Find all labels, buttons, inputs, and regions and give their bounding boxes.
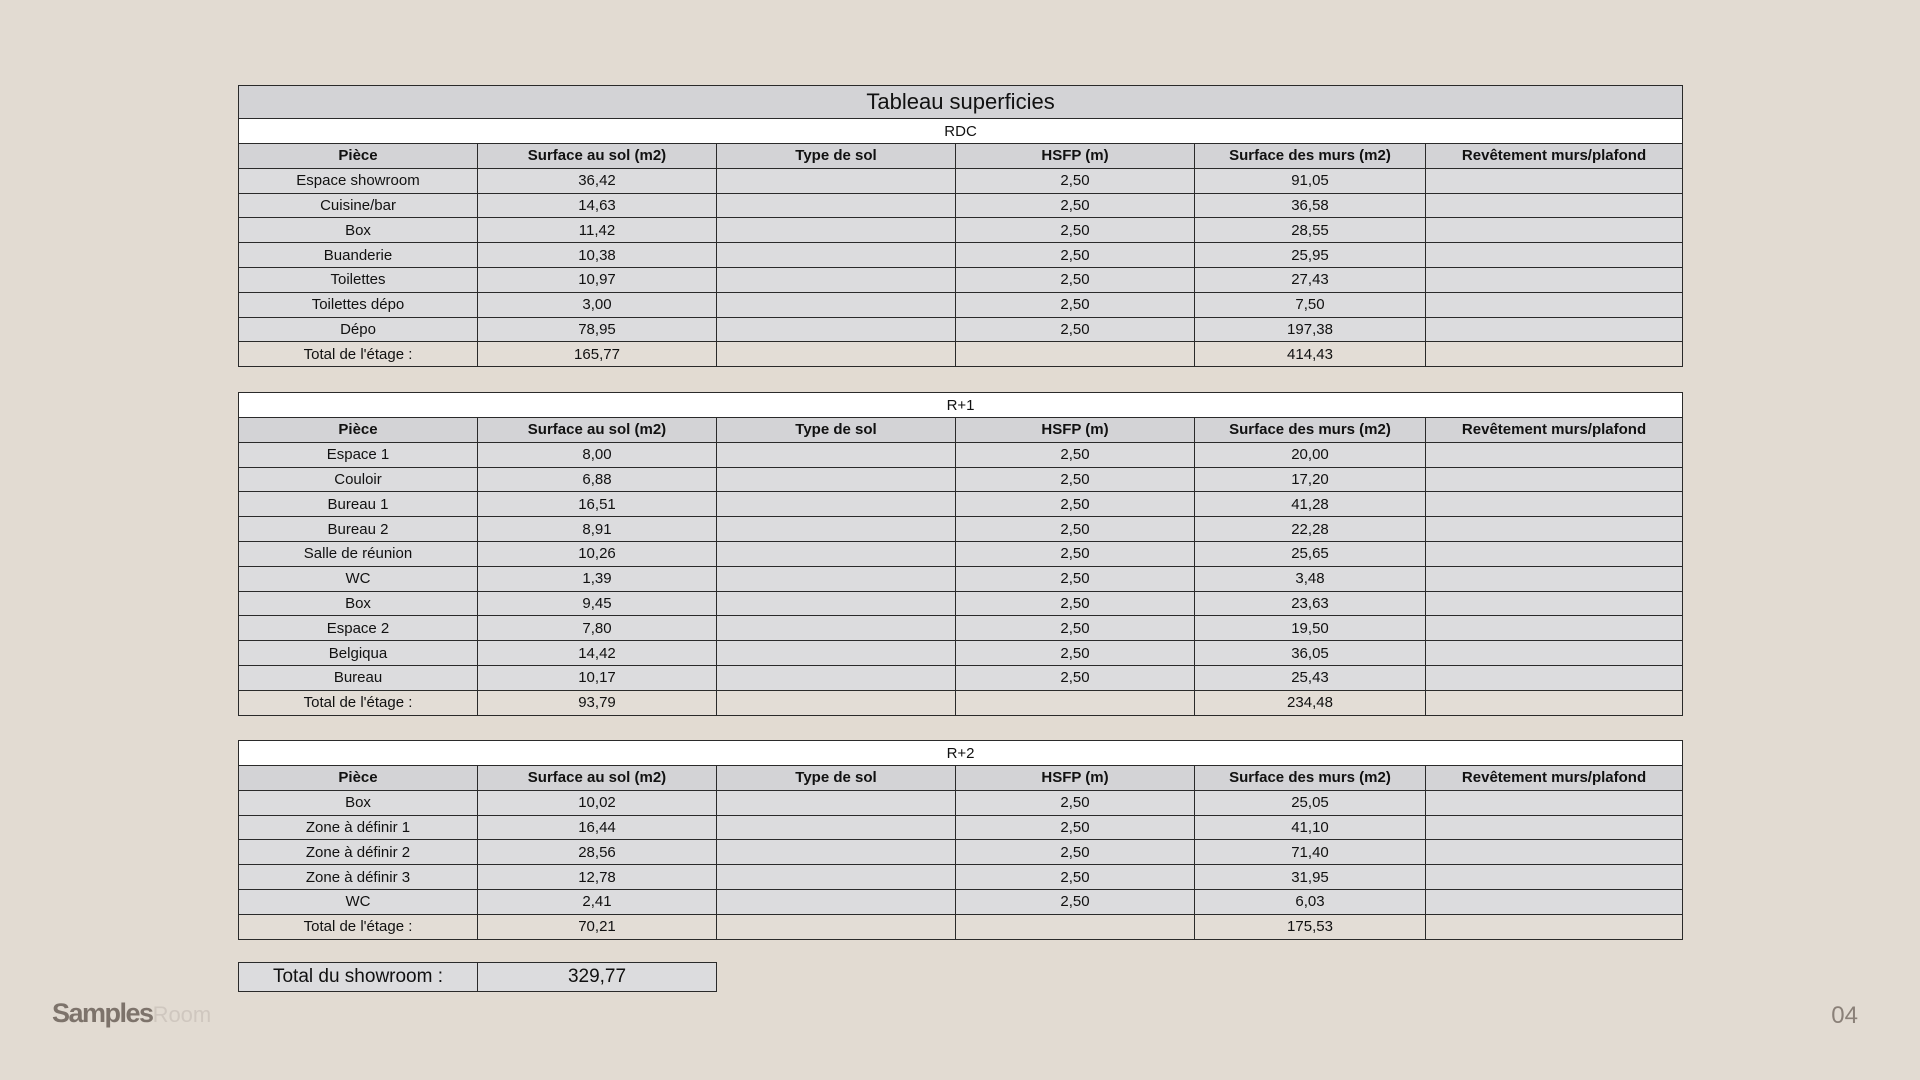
column-header: HSFP (m) — [956, 144, 1195, 169]
table-cell: Bureau — [239, 665, 478, 690]
table-cell: 22,28 — [1195, 517, 1426, 542]
table-cell — [1426, 267, 1683, 292]
table-row — [239, 243, 1683, 268]
total-row — [239, 914, 1683, 939]
table-row — [239, 442, 1683, 467]
column-header: Revêtement murs/plafond — [1426, 766, 1683, 791]
table-cell — [1426, 467, 1683, 492]
table-cell — [717, 616, 956, 641]
table-cell — [717, 218, 956, 243]
table-cell — [1426, 317, 1683, 342]
table-cell: 8,00 — [478, 442, 717, 467]
table-cell: 2,50 — [956, 517, 1195, 542]
table-cell: 2,50 — [956, 616, 1195, 641]
table-cell: 2,50 — [956, 790, 1195, 815]
column-header: HSFP (m) — [956, 766, 1195, 791]
table-cell — [717, 591, 956, 616]
table-cell: 2,50 — [956, 641, 1195, 666]
table-cell: 2,50 — [956, 243, 1195, 268]
column-header: Surface au sol (m2) — [478, 766, 717, 791]
table-row — [239, 292, 1683, 317]
header-row — [239, 144, 1683, 169]
header-row — [239, 418, 1683, 443]
total-label: Total de l'étage : — [239, 690, 478, 715]
column-header: Surface au sol (m2) — [478, 418, 717, 443]
table-cell: Dépo — [239, 317, 478, 342]
table-cell — [717, 267, 956, 292]
table-cell: 2,50 — [956, 168, 1195, 193]
crossed-cell — [717, 342, 956, 367]
table-cell — [1426, 243, 1683, 268]
table-cell: 9,45 — [478, 591, 717, 616]
column-header: Surface des murs (m2) — [1195, 144, 1426, 169]
table-cell: 3,48 — [1195, 566, 1426, 591]
table-cell: 2,50 — [956, 889, 1195, 914]
table-cell: 41,28 — [1195, 492, 1426, 517]
brand-part-2: Room — [152, 1002, 212, 1027]
total-row — [239, 690, 1683, 715]
table-cell — [717, 566, 956, 591]
table-cell: 16,51 — [478, 492, 717, 517]
total-surface-sol: 165,77 — [478, 342, 717, 367]
total-surface-murs: 414,43 — [1195, 342, 1426, 367]
table-cell: 27,43 — [1195, 267, 1426, 292]
table-cell: Belgiqua — [239, 641, 478, 666]
table-cell — [717, 517, 956, 542]
table-cell: Cuisine/bar — [239, 193, 478, 218]
table-cell: 36,42 — [478, 168, 717, 193]
table-cell: 14,63 — [478, 193, 717, 218]
column-header: Pièce — [239, 418, 478, 443]
table-cell: 14,42 — [478, 641, 717, 666]
table-row — [239, 591, 1683, 616]
table-cell — [717, 889, 956, 914]
table-cell: 2,50 — [956, 292, 1195, 317]
table-cell — [717, 243, 956, 268]
table-cell — [1426, 665, 1683, 690]
table-cell: Box — [239, 790, 478, 815]
table-cell: Espace 1 — [239, 442, 478, 467]
table-cell: 10,02 — [478, 790, 717, 815]
brand-part-1: Samples — [52, 998, 153, 1028]
table-r1 — [238, 392, 1683, 716]
brand-logo — [52, 998, 211, 1029]
table-cell — [717, 442, 956, 467]
column-header: Surface des murs (m2) — [1195, 766, 1426, 791]
table-cell: Bureau 1 — [239, 492, 478, 517]
level-name: R+1 — [239, 393, 1683, 418]
table-cell: 2,50 — [956, 193, 1195, 218]
column-header: Type de sol — [717, 144, 956, 169]
table-cell: 16,44 — [478, 815, 717, 840]
column-header: HSFP (m) — [956, 418, 1195, 443]
table-row — [239, 267, 1683, 292]
table-r2 — [238, 740, 1683, 940]
table-cell: 10,26 — [478, 541, 717, 566]
total-label: Total de l'étage : — [239, 342, 478, 367]
table-cell: Espace 2 — [239, 616, 478, 641]
table-cell: 10,97 — [478, 267, 717, 292]
crossed-cell — [956, 342, 1195, 367]
table-cell — [717, 292, 956, 317]
table-cell: 36,58 — [1195, 193, 1426, 218]
table-cell: Toilettes dépo — [239, 292, 478, 317]
table-cell: 2,50 — [956, 566, 1195, 591]
table-cell: 91,05 — [1195, 168, 1426, 193]
table-cell — [1426, 492, 1683, 517]
level-name: R+2 — [239, 741, 1683, 766]
table-row — [239, 665, 1683, 690]
table-cell: 2,50 — [956, 865, 1195, 890]
table-cell: 41,10 — [1195, 815, 1426, 840]
table-cell: WC — [239, 566, 478, 591]
table-cell: 31,95 — [1195, 865, 1426, 890]
table-cell — [717, 840, 956, 865]
level-name: RDC — [239, 119, 1683, 144]
crossed-cell — [1426, 690, 1683, 715]
table-cell — [1426, 193, 1683, 218]
table-cell: 19,50 — [1195, 616, 1426, 641]
table-cell: 28,56 — [478, 840, 717, 865]
table-cell — [1426, 566, 1683, 591]
table-cell: 3,00 — [478, 292, 717, 317]
crossed-cell — [1426, 914, 1683, 939]
table-cell: 2,50 — [956, 467, 1195, 492]
table-row — [239, 840, 1683, 865]
table-cell — [1426, 591, 1683, 616]
total-surface-murs: 175,53 — [1195, 914, 1426, 939]
table-cell: 12,78 — [478, 865, 717, 890]
table-cell: 2,50 — [956, 267, 1195, 292]
table-cell: Salle de réunion — [239, 541, 478, 566]
table-cell: 25,65 — [1195, 541, 1426, 566]
column-header: Surface au sol (m2) — [478, 144, 717, 169]
table-cell: 25,05 — [1195, 790, 1426, 815]
table-cell — [1426, 541, 1683, 566]
table-cell — [1426, 616, 1683, 641]
table-cell — [717, 790, 956, 815]
total-surface-murs: 234,48 — [1195, 690, 1426, 715]
table-cell: 197,38 — [1195, 317, 1426, 342]
table-cell: 36,05 — [1195, 641, 1426, 666]
table-cell — [1426, 641, 1683, 666]
table-cell — [717, 193, 956, 218]
table-cell: 78,95 — [478, 317, 717, 342]
table-cell — [717, 168, 956, 193]
table-cell — [717, 665, 956, 690]
table-cell: Zone à définir 3 — [239, 865, 478, 890]
table-cell: 2,41 — [478, 889, 717, 914]
table-cell: 2,50 — [956, 442, 1195, 467]
table-row — [239, 492, 1683, 517]
crossed-cell — [717, 914, 956, 939]
table-row — [239, 616, 1683, 641]
table-cell — [1426, 815, 1683, 840]
table-cell — [1426, 889, 1683, 914]
table-cell: 23,63 — [1195, 591, 1426, 616]
table-cell: 2,50 — [956, 317, 1195, 342]
table-cell: 2,50 — [956, 815, 1195, 840]
table-cell: 1,39 — [478, 566, 717, 591]
table-cell: Couloir — [239, 467, 478, 492]
table-cell — [717, 492, 956, 517]
table-cell — [1426, 218, 1683, 243]
total-surface-sol: 93,79 — [478, 690, 717, 715]
total-surface-sol: 70,21 — [478, 914, 717, 939]
crossed-cell — [956, 690, 1195, 715]
crossed-cell — [956, 914, 1195, 939]
table-cell: 2,50 — [956, 541, 1195, 566]
table-cell: 7,50 — [1195, 292, 1426, 317]
table-cell — [1426, 517, 1683, 542]
table-cell — [1426, 840, 1683, 865]
table-cell: 6,03 — [1195, 889, 1426, 914]
table-cell: Bureau 2 — [239, 517, 478, 542]
table-cell: 20,00 — [1195, 442, 1426, 467]
crossed-cell — [1426, 342, 1683, 367]
page-number: 04 — [1831, 1002, 1858, 1029]
column-header: Pièce — [239, 766, 478, 791]
table-rdc — [238, 85, 1683, 367]
table-cell — [1426, 292, 1683, 317]
grand-total-table — [238, 962, 717, 992]
table-cell: 10,38 — [478, 243, 717, 268]
table-cell: 28,55 — [1195, 218, 1426, 243]
table-cell: Buanderie — [239, 243, 478, 268]
column-header: Surface des murs (m2) — [1195, 418, 1426, 443]
table-cell: WC — [239, 889, 478, 914]
table-row — [239, 317, 1683, 342]
table-cell: 2,50 — [956, 840, 1195, 865]
table-row — [239, 517, 1683, 542]
table-cell: 10,17 — [478, 665, 717, 690]
table-cell: Zone à définir 1 — [239, 815, 478, 840]
table-cell — [1426, 168, 1683, 193]
table-cell: 2,50 — [956, 492, 1195, 517]
table-cell: Box — [239, 218, 478, 243]
table-cell — [1426, 865, 1683, 890]
table-cell: 25,43 — [1195, 665, 1426, 690]
table-row — [239, 193, 1683, 218]
column-header: Type de sol — [717, 766, 956, 791]
table-cell: 8,91 — [478, 517, 717, 542]
column-header: Revêtement murs/plafond — [1426, 418, 1683, 443]
table-row — [239, 865, 1683, 890]
table-cell: Toilettes — [239, 267, 478, 292]
table-row — [239, 790, 1683, 815]
table-cell — [717, 541, 956, 566]
table-cell: 2,50 — [956, 218, 1195, 243]
total-label: Total de l'étage : — [239, 914, 478, 939]
table-cell: 17,20 — [1195, 467, 1426, 492]
table-cell — [717, 815, 956, 840]
table-cell — [1426, 442, 1683, 467]
table-cell: Zone à définir 2 — [239, 840, 478, 865]
grand-total-value: 329,77 — [478, 963, 717, 992]
table-cell: Box — [239, 591, 478, 616]
table-row — [239, 168, 1683, 193]
total-row — [239, 342, 1683, 367]
table-cell — [1426, 790, 1683, 815]
table-cell: 2,50 — [956, 591, 1195, 616]
grand-total-label: Total du showroom : — [239, 963, 478, 992]
column-header: Revêtement murs/plafond — [1426, 144, 1683, 169]
table-row — [239, 566, 1683, 591]
table-row — [239, 889, 1683, 914]
table-row — [239, 815, 1683, 840]
table-cell — [717, 865, 956, 890]
table-cell: Espace showroom — [239, 168, 478, 193]
table-row — [239, 467, 1683, 492]
table-cell: 11,42 — [478, 218, 717, 243]
table-cell — [717, 641, 956, 666]
crossed-cell — [717, 690, 956, 715]
table-cell: 25,95 — [1195, 243, 1426, 268]
table-title: Tableau superficies — [239, 86, 1683, 119]
table-cell — [717, 317, 956, 342]
table-row — [239, 218, 1683, 243]
table-cell: 71,40 — [1195, 840, 1426, 865]
table-row — [239, 541, 1683, 566]
table-cell: 6,88 — [478, 467, 717, 492]
table-cell — [717, 467, 956, 492]
table-cell: 2,50 — [956, 665, 1195, 690]
column-header: Type de sol — [717, 418, 956, 443]
table-row — [239, 641, 1683, 666]
header-row — [239, 766, 1683, 791]
column-header: Pièce — [239, 144, 478, 169]
table-cell: 7,80 — [478, 616, 717, 641]
